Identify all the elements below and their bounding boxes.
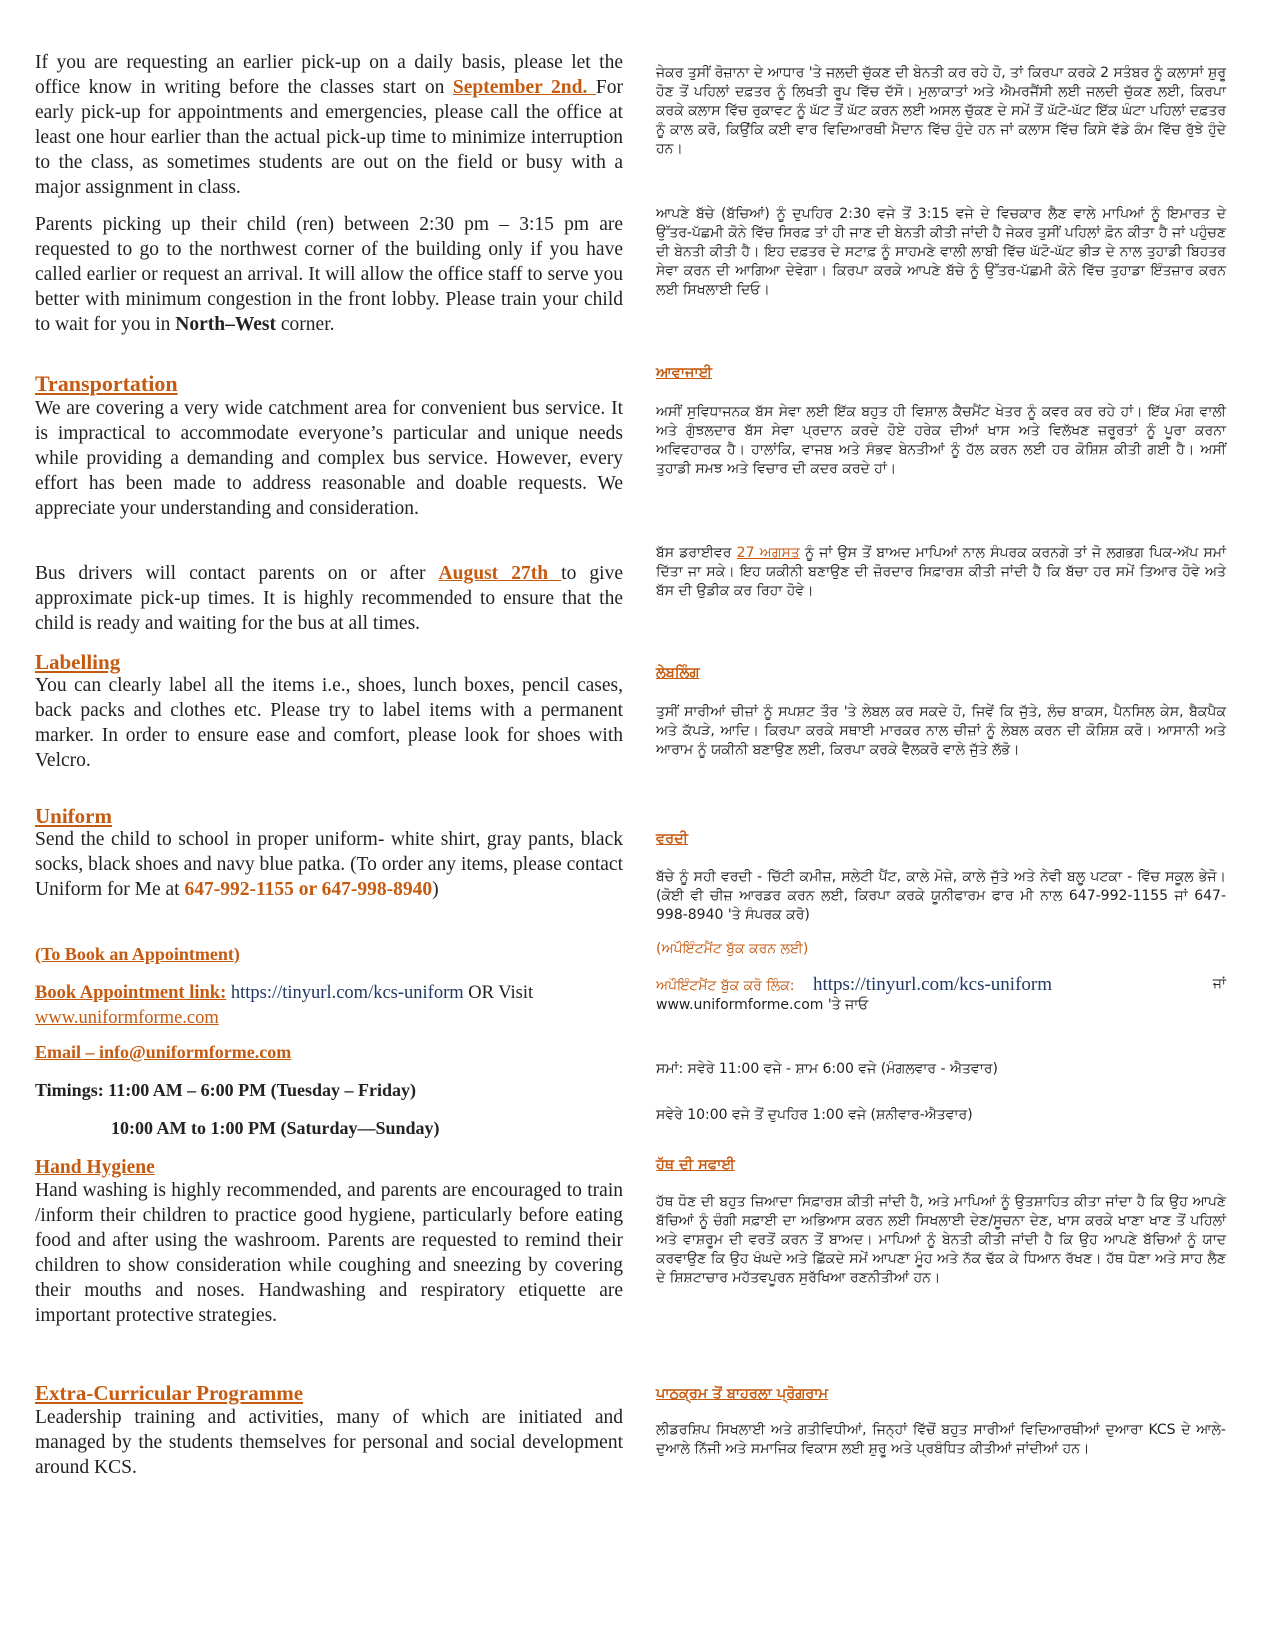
pa-timings-weekend: ਸਵੇਰੇ 10:00 ਵਜੇ ਤੋਂ ਦੁਪਹਿਰ 1:00 ਵਜੇ (ਸ਼ਨੀਵਾਰ-ਐਤਵਾਰ) [656,1107,973,1123]
pa-book-heading: (ਅਪੌਇੰਟਮੈਂਟ ਬੁੱਕ ਕਰਨ ਲਈ) [656,941,809,957]
pa-transport-heading: ਆਵਾਜਾਈ [656,365,713,381]
pickup-date: September 2nd. [452,77,596,98]
pa-extra-paragraph: ਲੀਡਰਸ਼ਿਪ ਸਿਖਲਾਈ ਅਤੇ ਗਤੀਵਿਧੀਆਂ, ਜਿਨ੍ਹਾਂ ਵਿੱਚੋਂ ਬਹੁਤ ਸਾਰੀਆਂ ਵਿਦਿਆਰਥੀਆਂ ਦੁਆਰਾ KCS ਦੇ ਆਲੇ-ਦੁਆਲੇ ਨਿੱਜੀ ਅਤੇ ਸਮਾਜਿਕ ਵਿਕਾਸ ਲਈ ਸ਼ੁਰੂ ਅਤੇ ਪ੍ਰਬੰਧਿਤ ਕੀਤੀਆਂ ਜਾਂਦੀਆਂ ਹਨ। [656,1422,1226,1457]
uniform-heading: Uniform [35,804,112,828]
pa-pickup-paragraph-2: ਆਪਣੇ ਬੱਚੇ (ਬੱਚਿਆਂ) ਨੂੰ ਦੁਪਹਿਰ 2:30 ਵਜੇ ਤੋਂ 3:15 ਵਜੇ ਦੇ ਵਿਚਕਾਰ ਲੈਣ ਵਾਲੇ ਮਾਪਿਆਂ ਨੂੰ ਇਮਾਰਤ ਦੇ ਉੱਤਰ-ਪੱਛਮੀ ਕੋਨੇ ਵਿੱਚ ਸਿਰਫ਼ ਤਾਂ ਹੀ ਜਾਣ ਦੀ ਬੇਨਤੀ ਕੀਤੀ ਜਾਂਦੀ ਹੈ ਜੇਕਰ ਤੁਸੀਂ ਪਹਿਲਾਂ ਫ਼ੋਨ ਕੀਤਾ ਹੈ ਜਾਂ ਪਹੁੰਚਣ ਦੀ ਬੇਨਤੀ ਕੀਤੀ ਹੈ। ਇਹ ਦਫ਼ਤਰ ਦੇ ਸਟਾਫ਼ ਨੂੰ ਸਾਹਮਣੇ ਵਾਲੀ ਲਾਬੀ ਵਿੱਚ ਘੱਟੋ-ਘੱਟ ਭੀੜ ਦੇ ਨਾਲ ਤੁਹਾਡੀ ਬਿਹਤਰ ਸੇਵਾ ਕਰਨ ਦੀ ਆਗਿਆ ਦੇਵੇਗਾ। ਕਿਰਪਾ ਕਰਕੇ ਆਪਣੇ ਬੱਚੇ ਨੂੰ ਉੱਤਰ-ਪੱਛਮੀ ਕੋਨੇ ਵਿੱਚ ਤੁਹਾਡਾ ਇੰਤਜ਼ਾਰ ਕਰਨ ਲਈ ਸਿਖਲਾਈ ਦਿਓ। [656,206,1226,298]
book-appointment-heading: (To Book an Appointment) [35,944,240,964]
uniform-paragraph: Send the child to school in proper uniform- white shirt, gray pants, black socks, black shoes and navy blue patka. (To order any items, please contact Uniform for Me at 647-992-1155 or 647-998-8940) [35,829,623,900]
pa-transport-paragraph-1: ਅਸੀਂ ਸੁਵਿਧਾਜਨਕ ਬੱਸ ਸੇਵਾ ਲਈ ਇੱਕ ਬਹੁਤ ਹੀ ਵਿਸ਼ਾਲ ਕੈਚਮੈਂਟ ਖੇਤਰ ਨੂੰ ਕਵਰ ਕਰ ਰਹੇ ਹਾਂ। ਇੱਕ ਮੰਗ ਵਾਲੀ ਅਤੇ ਗੁੰਝਲਦਾਰ ਬੱਸ ਸੇਵਾ ਪ੍ਰਦਾਨ ਕਰਦੇ ਹੋਏ ਹਰੇਕ ਦੀਆਂ ਖਾਸ ਅਤੇ ਵਿਲੱਖਣ ਜ਼ਰੂਰਤਾਂ ਨੂੰ ਪੂਰਾ ਕਰਨਾ ਅਵਿਵਹਾਰਕ ਹੈ। ਹਾਲਾਂਕਿ, ਵਾਜਬ ਅਤੇ ਸੰਭਵ ਬੇਨਤੀਆਂ ਨੂੰ ਹੱਲ ਕਰਨ ਲਈ ਹਰ ਕੋਸ਼ਿਸ਼ ਕੀਤੀ ਗਈ ਹੈ। ਅਸੀਂ ਤੁਹਾਡੀ ਸਮਝ ਅਤੇ ਵਿਚਾਰ ਦੀ ਕਦਰ ਕਰਦੇ ਹਾਂ। [656,404,1226,477]
pa-pickup-paragraph-1: ਜੇਕਰ ਤੁਸੀਂ ਰੋਜ਼ਾਨਾ ਦੇ ਆਧਾਰ 'ਤੇ ਜਲਦੀ ਚੁੱਕਣ ਦੀ ਬੇਨਤੀ ਕਰ ਰਹੇ ਹੋ, ਤਾਂ ਕਿਰਪਾ ਕਰਕੇ 2 ਸਤੰਬਰ ਨੂੰ ਕਲਾਸਾਂ ਸ਼ੁਰੂ ਹੋਣ ਤੋਂ ਪਹਿਲਾਂ ਦਫ਼ਤਰ ਨੂੰ ਲਿਖਤੀ ਰੂਪ ਵਿੱਚ ਦੱਸੋ। ਮੁਲਾਕਾਤਾਂ ਅਤੇ ਐਮਰਜੈਂਸੀ ਲਈ ਜਲਦੀ ਚੁੱਕਣ ਲਈ, ਕਿਰਪਾ ਕਰਕੇ ਕਲਾਸ ਵਿੱਚ ਰੁਕਾਵਟ ਨੂੰ ਘੱਟ ਤੋਂ ਘੱਟ ਕਰਨ ਲਈ ਅਸਲ ਚੁੱਕਣ ਦੇ ਸਮੇਂ ਤੋਂ ਘੱਟੋ-ਘੱਟ ਇੱਕ ਘੰਟਾ ਪਹਿਲਾਂ ਦਫ਼ਤਰ ਨੂੰ ਕਾਲ ਕਰੋ, ਕਿਉਂਕਿ ਕਈ ਵਾਰ ਵਿਦਿਆਰਥੀ ਮੈਦਾਨ ਵਿੱਚ ਹੁੰਦੇ ਹਨ ਜਾਂ ਕਲਾਸ ਵਿੱਚ ਕਿਸੇ ਵੱਡੇ ਕੰਮ ਵਿੱਚ ਰੁੱਝੇ ਹੁੰਦੇ ਹਨ। [656,65,1226,157]
pa-uniform-heading: ਵਰਦੀ [656,831,689,847]
labelling-heading: Labelling [35,650,121,674]
pa-timings-weekday: ਸਮਾਂ: ਸਵੇਰੇ 11:00 ਵਜੇ - ਸ਼ਾਮ 6:00 ਵਜੇ (ਮੰਗਲਵਾਰ - ਐਤਵਾਰ) [656,1061,998,1077]
pa-labelling-paragraph: ਤੁਸੀਂ ਸਾਰੀਆਂ ਚੀਜ਼ਾਂ ਨੂੰ ਸਪਸ਼ਟ ਤੌਰ 'ਤੇ ਲੇਬਲ ਕਰ ਸਕਦੇ ਹੋ, ਜਿਵੇਂ ਕਿ ਜੁੱਤੇ, ਲੰਚ ਬਾਕਸ, ਪੈਨਸਿਲ ਕੇਸ, ਬੈਕਪੈਕ ਅਤੇ ਕੱਪੜੇ, ਆਦਿ। ਕਿਰਪਾ ਕਰਕੇ ਸਥਾਈ ਮਾਰਕਰ ਨਾਲ ਚੀਜ਼ਾਂ ਨੂੰ ਲੇਬਲ ਕਰਨ ਦੀ ਕੋਸ਼ਿਸ਼ ਕਰੋ। ਆਸਾਨੀ ਅਤੇ ਆਰਾਮ ਨੂੰ ਯਕੀਨੀ ਬਣਾਉਣ ਲਈ, ਕਿਰਪਾ ਕਰਕੇ ਵੈਲਕਰੋ ਵਾਲੇ ਜੁੱਤੇ ਲੱਭੋ। [656,704,1226,758]
book-appointment-line: Book Appointment link: https://tinyurl.com/kcs-uniform OR Visit www.uniformforme.com [35,983,534,1028]
pa-extra-heading: ਪਾਠਕ੍ਰਮ ਤੋਂ ਬਾਹਰਲਾ ਪ੍ਰੋਗਰਾਮ [656,1386,829,1402]
hand-hygiene-paragraph: Hand washing is highly recommended, and parents are encouraged to train /inform their children to practice good hygiene, particularly before eating food and after using the washroom. Parents are requested to remind their children to show consideration while coughing and sneezing by covering their mouths and noses. Handwashing and respiratory etiquette are important protective strategies. [35,1180,623,1326]
pa-uniform-paragraph: ਬੱਚੇ ਨੂੰ ਸਹੀ ਵਰਦੀ - ਚਿੱਟੀ ਕਮੀਜ਼, ਸਲੇਟੀ ਪੈਂਟ, ਕਾਲੇ ਮੋਜ਼ੇ, ਕਾਲੇ ਜੁੱਤੇ ਅਤੇ ਨੇਵੀ ਬਲੂ ਪਟਕਾ - ਵਿੱਚ ਸਕੂਲ ਭੇਜੋ। (ਕੋਈ ਵੀ ਚੀਜ਼ ਆਰਡਰ ਕਰਨ ਲਈ, ਕਿਰਪਾ ਕਰਕੇ ਯੂਨੀਫਾਰਮ ਫਾਰ ਮੀ ਨਾਲ 647-992-1155 ਜਾਂ 647-998-8940 'ਤੇ ਸੰਪਰਕ ਕਰੋ) [656,869,1226,923]
pa-book-link[interactable]: https://tinyurl.com/kcs-uniform [812,974,1053,995]
book-appointment-link[interactable]: https://tinyurl.com/kcs-uniform [230,983,464,1003]
labelling-paragraph: You can clearly label all the items i.e., shoes, lunch boxes, pencil cases, back packs and clothes etc. Please try to label items with a permanent marker. In order to ensure ease and comfort, please look for shoes with Velcro. [35,675,623,771]
extra-curricular-paragraph: Leadership training and activities, many of which are initiated and managed by the students themselves for personal and social development around KCS. [35,1407,623,1478]
uniform-timings-weekend: 10:00 AM to 1:00 PM (Saturday—Sunday) [111,1118,440,1138]
uniform-email[interactable]: Email – info@uniformforme.com [35,1042,292,1062]
pa-bus-contact-date: 27 ਅਗਸਤ [736,545,800,561]
pa-book-line: ਅਪੌਇੰਟਮੈਂਟ ਬੁੱਕ ਕਰੋ ਲਿੰਕ: https://tinyurl.com/kcs-uniform ਜਾਂ www.uniformforme.com 'ਤੇ ਜਾਓ [656,974,1226,1013]
uniform-website-link[interactable]: www.uniformforme.com [35,1008,219,1028]
pa-hygiene-paragraph: ਹੱਥ ਧੋਣ ਦੀ ਬਹੁਤ ਜ਼ਿਆਦਾ ਸਿਫ਼ਾਰਸ਼ ਕੀਤੀ ਜਾਂਦੀ ਹੈ, ਅਤੇ ਮਾਪਿਆਂ ਨੂੰ ਉਤਸ਼ਾਹਿਤ ਕੀਤਾ ਜਾਂਦਾ ਹੈ ਕਿ ਉਹ ਆਪਣੇ ਬੱਚਿਆਂ ਨੂੰ ਚੰਗੀ ਸਫ਼ਾਈ ਦਾ ਅਭਿਆਸ ਕਰਨ ਲਈ ਸਿਖਲਾਈ ਦੇਣ/ਸੂਚਨਾ ਦੇਣ, ਖਾਸ ਕਰਕੇ ਖਾਣਾ ਖਾਣ ਤੋਂ ਪਹਿਲਾਂ ਅਤੇ ਵਾਸ਼ਰੂਮ ਦੀ ਵਰਤੋਂ ਕਰਨ ਤੋਂ ਬਾਅਦ। ਮਾਪਿਆਂ ਨੂੰ ਬੇਨਤੀ ਕੀਤੀ ਜਾਂਦੀ ਹੈ ਕਿ ਉਹ ਆਪਣੇ ਬੱਚਿਆਂ ਨੂੰ ਯਾਦ ਕਰਵਾਉਣ ਕਿ ਉਹ ਖੰਘਦੇ ਅਤੇ ਛਿੱਕਦੇ ਸਮੇਂ ਆਪਣਾ ਮੂੰਹ ਅਤੇ ਨੱਕ ਢੱਕ ਕੇ ਧਿਆਨ ਰੱਖਣ। ਹੱਥ ਧੋਣਾ ਅਤੇ ਸਾਹ ਲੈਣ ਦੇ ਸ਼ਿਸ਼ਟਾਚਾਰ ਮਹੱਤਵਪੂਰਨ ਸੁਰੱਖਿਆ ਰਣਨੀਤੀਆਂ ਹਨ। [656,1194,1226,1286]
pa-hygiene-heading: ਹੱਥ ਦੀ ਸਫਾਈ [656,1157,735,1173]
extra-curricular-heading: Extra-Curricular Programme [35,1381,304,1405]
pa-uniform-website[interactable]: www.uniformforme.com 'ਤੇ ਜਾਓ [656,997,869,1013]
pa-transport-paragraph-2: ਬੱਸ ਡਰਾਈਵਰ 27 ਅਗਸਤ ਨੂੰ ਜਾਂ ਉਸ ਤੋਂ ਬਾਅਦ ਮਾਪਿਆਂ ਨਾਲ ਸੰਪਰਕ ਕਰਨਗੇ ਤਾਂ ਜੋ ਲਗਭਗ ਪਿਕ-ਅੱਪ ਸਮਾਂ ਦਿੱਤਾ ਜਾ ਸਕੇ। ਇਹ ਯਕੀਨੀ ਬਣਾਉਣ ਦੀ ਜ਼ੋਰਦਾਰ ਸਿਫ਼ਾਰਸ਼ ਕੀਤੀ ਜਾਂਦੀ ਹੈ ਕਿ ਬੱਚਾ ਹਰ ਸਮੇਂ ਤਿਆਰ ਹੋਵੇ ਅਤੇ ਬੱਸ ਦੀ ਉਡੀਕ ਕਰ ਰਿਹਾ ਹੋਵੇ। [656,545,1226,599]
uniform-timings-weekday: Timings: 11:00 AM – 6:00 PM (Tuesday – Friday) [35,1080,417,1100]
pa-labelling-heading: ਲੇਬਲਿੰਗ [656,665,700,681]
pickup-paragraph-2: Parents picking up their child (ren) between 2:30 pm – 3:15 pm are requested to go to the northwest corner of the building only if you have called earlier or request an arrival. It will allow the office staff to serve you better with minimum congestion in the front lobby. Please train your child to wait for you in North–West corner. [35,214,623,335]
transportation-heading: Transportation [35,371,178,396]
transportation-paragraph-1: We are covering a very wide catchment area for convenient bus service. It is impractical to accommodate everyone’s particular and unique needs while providing a demanding and complex bus service. However, every effort has been made to address reasonable and doable requests. We appreciate your understanding and consideration. [35,398,623,519]
hand-hygiene-heading: Hand Hygiene [35,1157,155,1178]
uniform-phones: 647-992-1155 or 647-998-8940 [184,879,433,900]
transportation-paragraph-2: Bus drivers will contact parents on or after August 27th to give approximate pick-up times. It is highly recommended to ensure that the child is ready and waiting for the bus at all times. [35,563,623,634]
pickup-paragraph-1: If you are requesting an earlier pick-up on a daily basis, please let the office know in writing before the classes start on September 2nd. For early pick-up for appointments and emergencies, please call the office at least one hour earlier than the actual pick-up time to minimize interruption to the class, as sometimes students are out on the field or busy with a major assignment in class. [35,52,623,198]
bus-contact-date: August 27th [438,563,562,584]
